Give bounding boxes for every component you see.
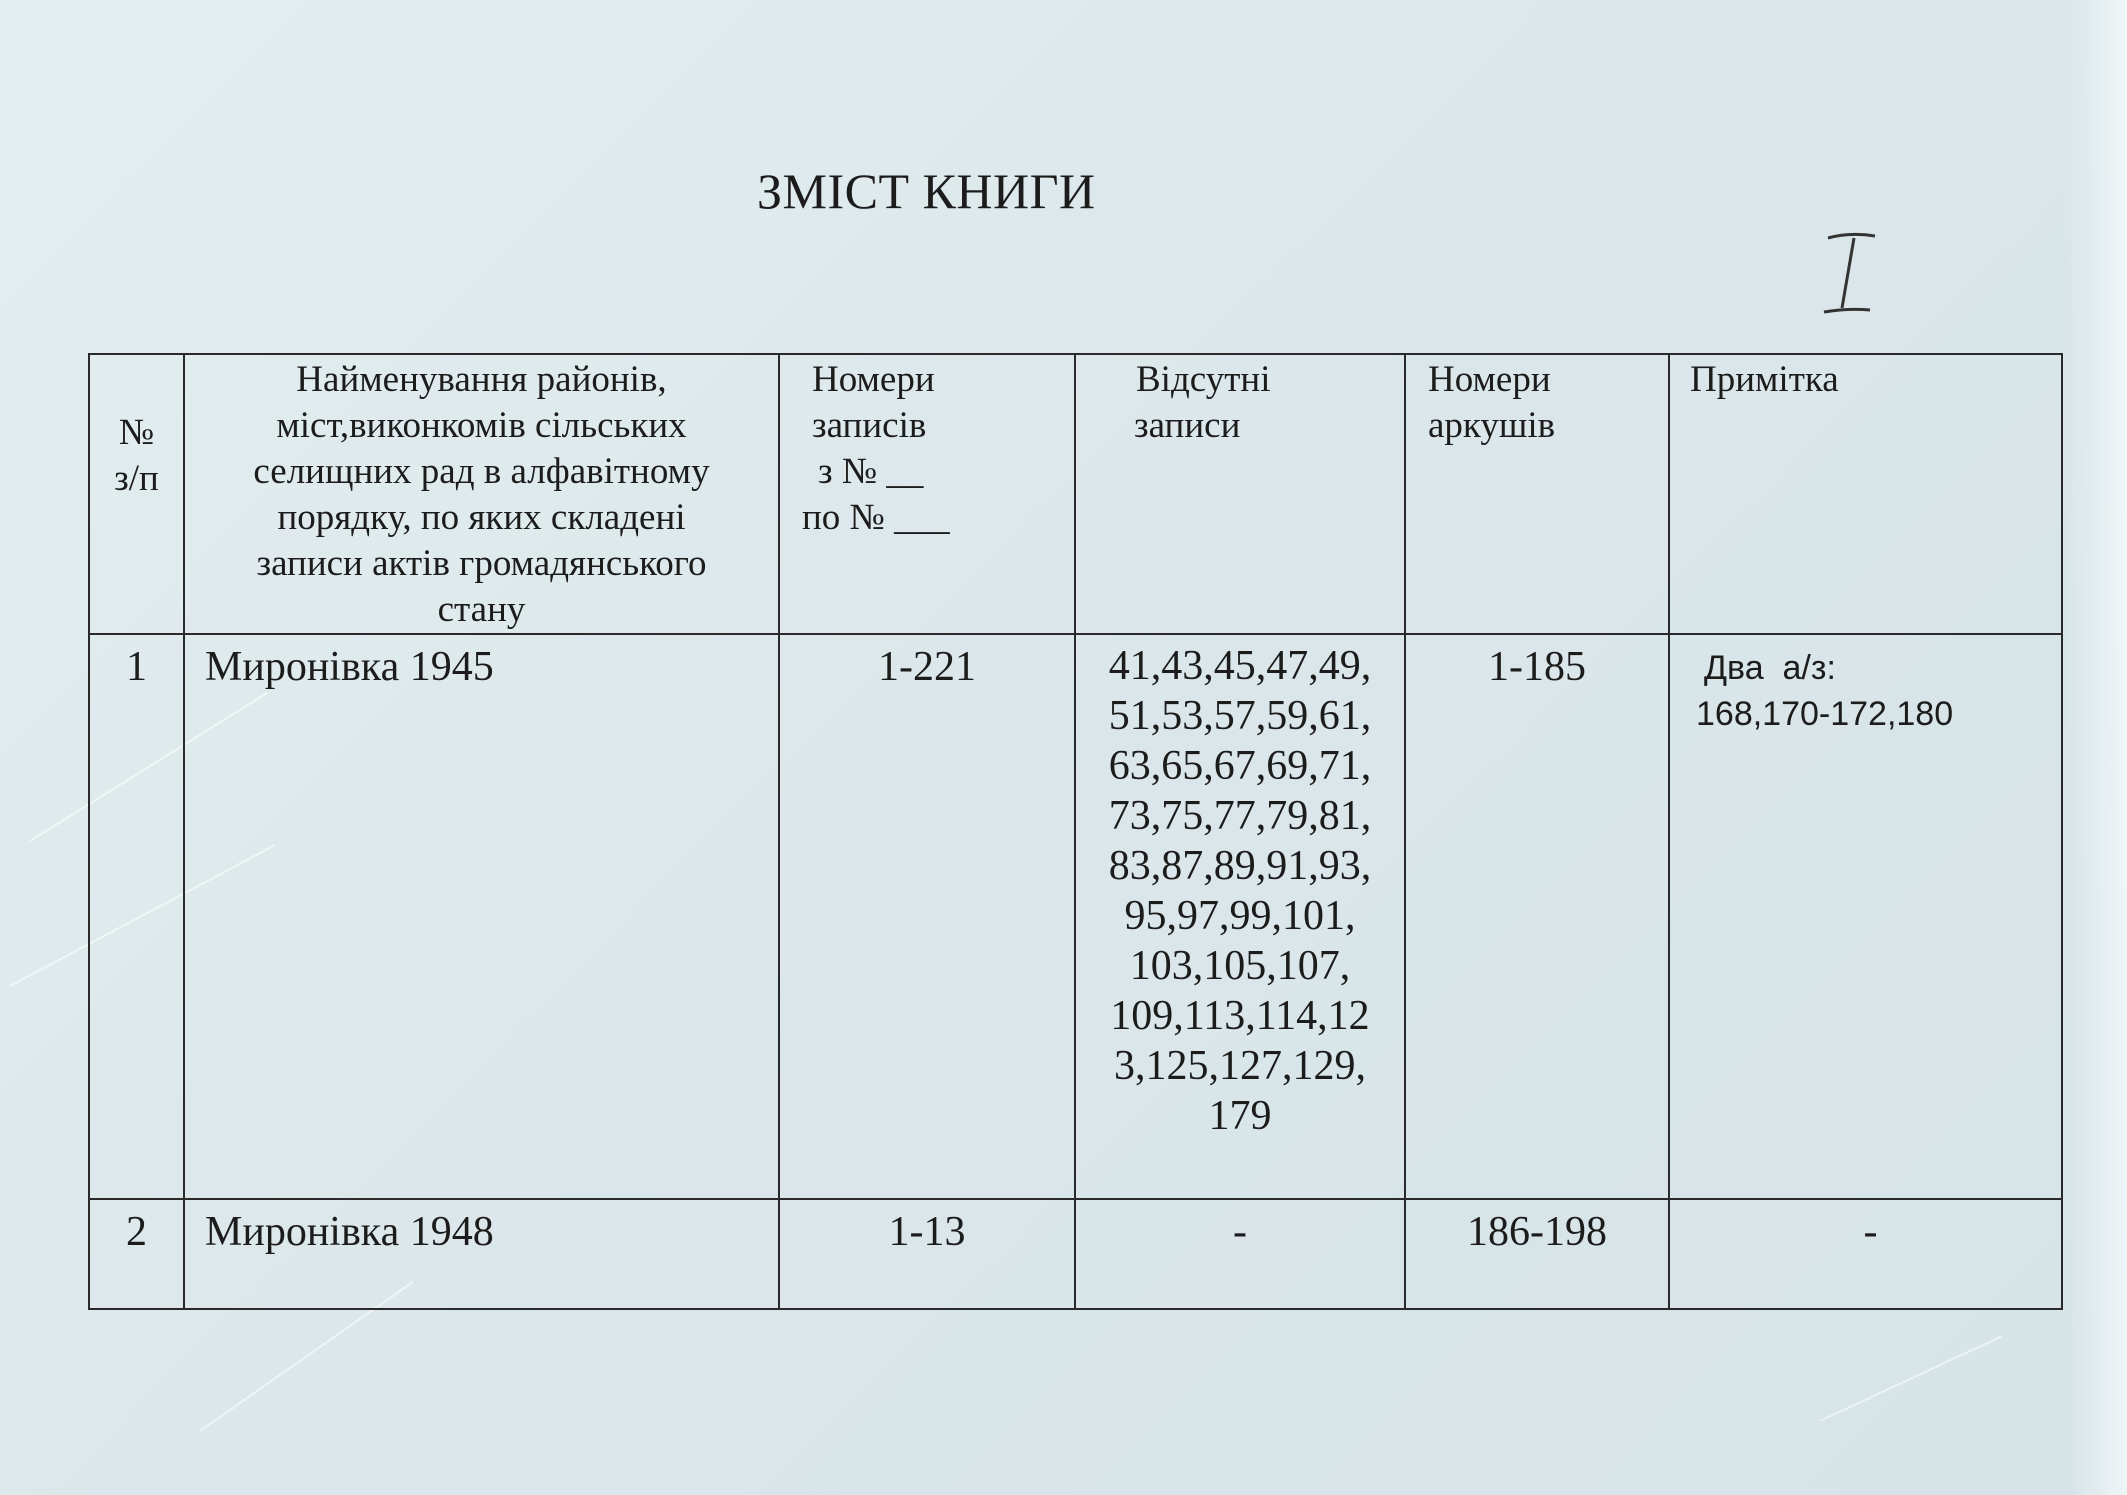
header-name xyxy=(184,354,779,634)
row-records xyxy=(779,634,1075,1199)
header-number-line: з/п xyxy=(114,458,159,499)
absent-line: 41,43,45,47,49, xyxy=(1108,643,1372,689)
row-records-text: 1-221 xyxy=(878,644,976,690)
header-number-line: № xyxy=(118,412,155,453)
note-line: - xyxy=(1863,1209,1878,1255)
header-absent-records-line: записи xyxy=(1134,405,1241,446)
header-sheet-numbers-line: Номери xyxy=(1428,359,1551,400)
absent-line: 179 xyxy=(1208,1093,1272,1139)
header-name-line: міст,виконкомів сільських xyxy=(276,405,687,446)
header-record-numbers xyxy=(779,354,1075,634)
row-absent xyxy=(1075,634,1405,1199)
header-name-line: Найменування районів, xyxy=(296,359,667,400)
header-absent-records-line: Відсутні xyxy=(1136,359,1271,400)
table-header-row xyxy=(89,354,2062,634)
page-edge-shadow xyxy=(2067,0,2127,1495)
header-name-line: селищних рад в алфавітному xyxy=(253,451,710,492)
header-note-line: Примітка xyxy=(1690,359,1839,400)
paper-scratch xyxy=(1820,1336,2002,1422)
table-row xyxy=(89,634,2062,1199)
header-note xyxy=(1669,354,2062,634)
row-number xyxy=(89,634,184,1199)
row-name xyxy=(184,1199,779,1309)
absent-line: - xyxy=(1233,1209,1247,1255)
row-number-text: 1 xyxy=(126,644,147,690)
absent-line: 95,97,99,101, xyxy=(1124,893,1356,939)
table-row xyxy=(89,1199,2062,1309)
row-sheets xyxy=(1405,1199,1669,1309)
note-line: 168,170-172,180 xyxy=(1696,695,1954,733)
row-sheets-text: 1-185 xyxy=(1488,644,1586,690)
header-record-numbers-line: по № ___ xyxy=(802,497,950,538)
absent-line: 73,75,77,79,81, xyxy=(1108,793,1372,839)
header-sheet-numbers xyxy=(1405,354,1669,634)
note-line: Два а/з: xyxy=(1704,649,1836,687)
absent-line: 109,113,114,12 xyxy=(1110,993,1370,1039)
header-record-numbers-line: Номери xyxy=(812,359,935,400)
header-absent-records xyxy=(1075,354,1405,634)
row-number-text: 2 xyxy=(126,1209,147,1255)
header-number xyxy=(89,354,184,634)
header-record-numbers-line: з № __ xyxy=(818,451,924,492)
row-absent xyxy=(1075,1199,1405,1309)
page-title: ЗМІСТ КНИГИ xyxy=(757,163,1096,219)
contents-table xyxy=(88,353,2063,1310)
absent-line: 3,125,127,129, xyxy=(1114,1043,1366,1089)
row-records xyxy=(779,1199,1075,1309)
row-name-text: Миронівка 1948 xyxy=(205,1209,494,1255)
row-name xyxy=(184,634,779,1199)
header-record-numbers-line: записів xyxy=(812,405,927,446)
absent-line: 83,87,89,91,93, xyxy=(1108,843,1372,889)
row-name-text: Миронівка 1945 xyxy=(205,644,494,690)
row-records-text: 1-13 xyxy=(888,1209,966,1255)
row-note xyxy=(1669,634,2062,1199)
row-sheets-text: 186-198 xyxy=(1467,1209,1607,1255)
header-name-line: записи актів громадянського xyxy=(256,543,707,584)
row-number xyxy=(89,1199,184,1309)
absent-line: 51,53,57,59,61, xyxy=(1108,693,1372,739)
row-sheets xyxy=(1405,634,1669,1199)
row-note xyxy=(1669,1199,2062,1309)
header-name-line: порядку, по яких складені xyxy=(277,497,686,538)
absent-line: 63,65,67,69,71, xyxy=(1108,743,1372,789)
header-sheet-numbers-line: аркушів xyxy=(1428,405,1556,446)
volume-mark-handwritten xyxy=(1820,228,1880,323)
absent-line: 103,105,107, xyxy=(1129,943,1351,989)
header-name-line: стану xyxy=(437,589,526,630)
